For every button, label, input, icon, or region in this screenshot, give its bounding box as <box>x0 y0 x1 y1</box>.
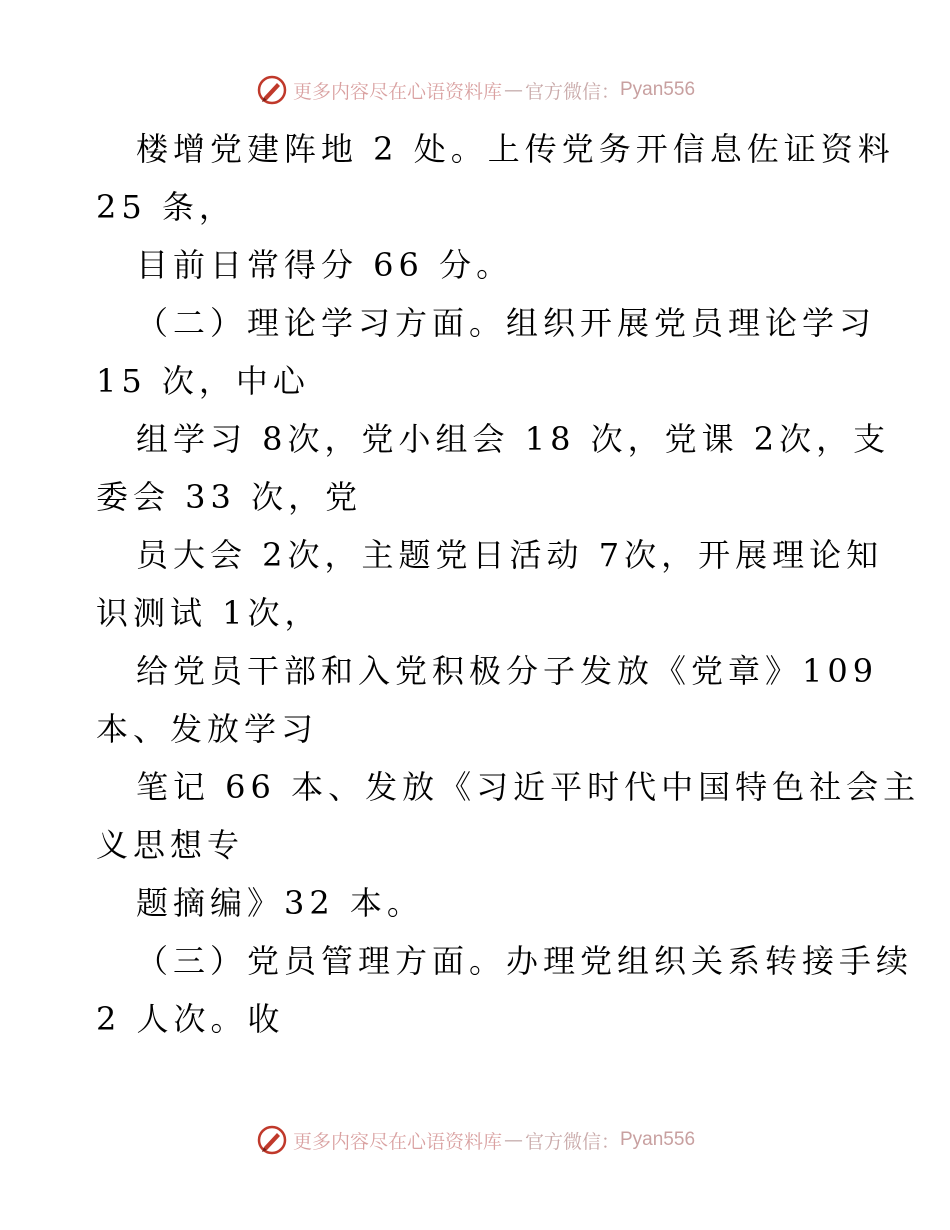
paragraph-line: 组学习 8次，党小组会 18 次，党课 2次，支 <box>136 420 891 458</box>
banner-main-text: 更多内容尽在心语资料库 <box>292 1130 502 1153</box>
banner-dash: — <box>503 1129 523 1151</box>
banner-dash: — <box>503 79 523 101</box>
banner-wechat-label: 官方微信： <box>524 1130 620 1153</box>
pen-logo-icon <box>255 1123 289 1157</box>
banner-main-text: 更多内容尽在心语资料库 <box>292 80 502 103</box>
paragraph-line: （三）党员管理方面。办理党组织关系转接手续 <box>136 942 914 980</box>
pen-logo-icon <box>255 73 289 107</box>
paragraph-line: 题摘编》32 本。 <box>136 884 424 922</box>
banner-wechat-label: 官方微信： <box>524 80 620 103</box>
paragraph-line: 识测试 1次， <box>96 594 322 632</box>
paragraph-line: 25 条， <box>96 188 236 226</box>
paragraph-line: 2 人次。收 <box>96 1000 285 1038</box>
banner-wechat-id: Pyan556 <box>620 1129 696 1150</box>
document-body <box>96 120 921 1048</box>
paragraph-line: （二）理论学习方面。组织开展党员理论学习 <box>136 304 877 342</box>
paragraph-line: 员大会 2次，主题党日活动 7次，开展理论知 <box>136 536 884 574</box>
paragraph-line: 楼增党建阵地 2 处。上传党务开信息佐证资料 <box>136 130 895 168</box>
paragraph-line: 委会 33 次，党 <box>96 478 363 516</box>
paragraph-line: 义思想专 <box>96 826 245 864</box>
paragraph-line: 本、发放学习 <box>96 710 319 748</box>
paragraph-line: 15 次，中心 <box>96 362 310 400</box>
header-watermark-banner <box>0 70 950 110</box>
footer-watermark-banner <box>0 1120 950 1160</box>
paragraph-line: 目前日常得分 66 分。 <box>136 246 514 284</box>
paragraph-line: 笔记 66 本、发放《习近平时代中国特色社会主 <box>136 768 921 806</box>
banner-wechat-id: Pyan556 <box>620 79 696 100</box>
paragraph-line: 给党员干部和入党积极分子发放《党章》109 <box>136 652 879 690</box>
